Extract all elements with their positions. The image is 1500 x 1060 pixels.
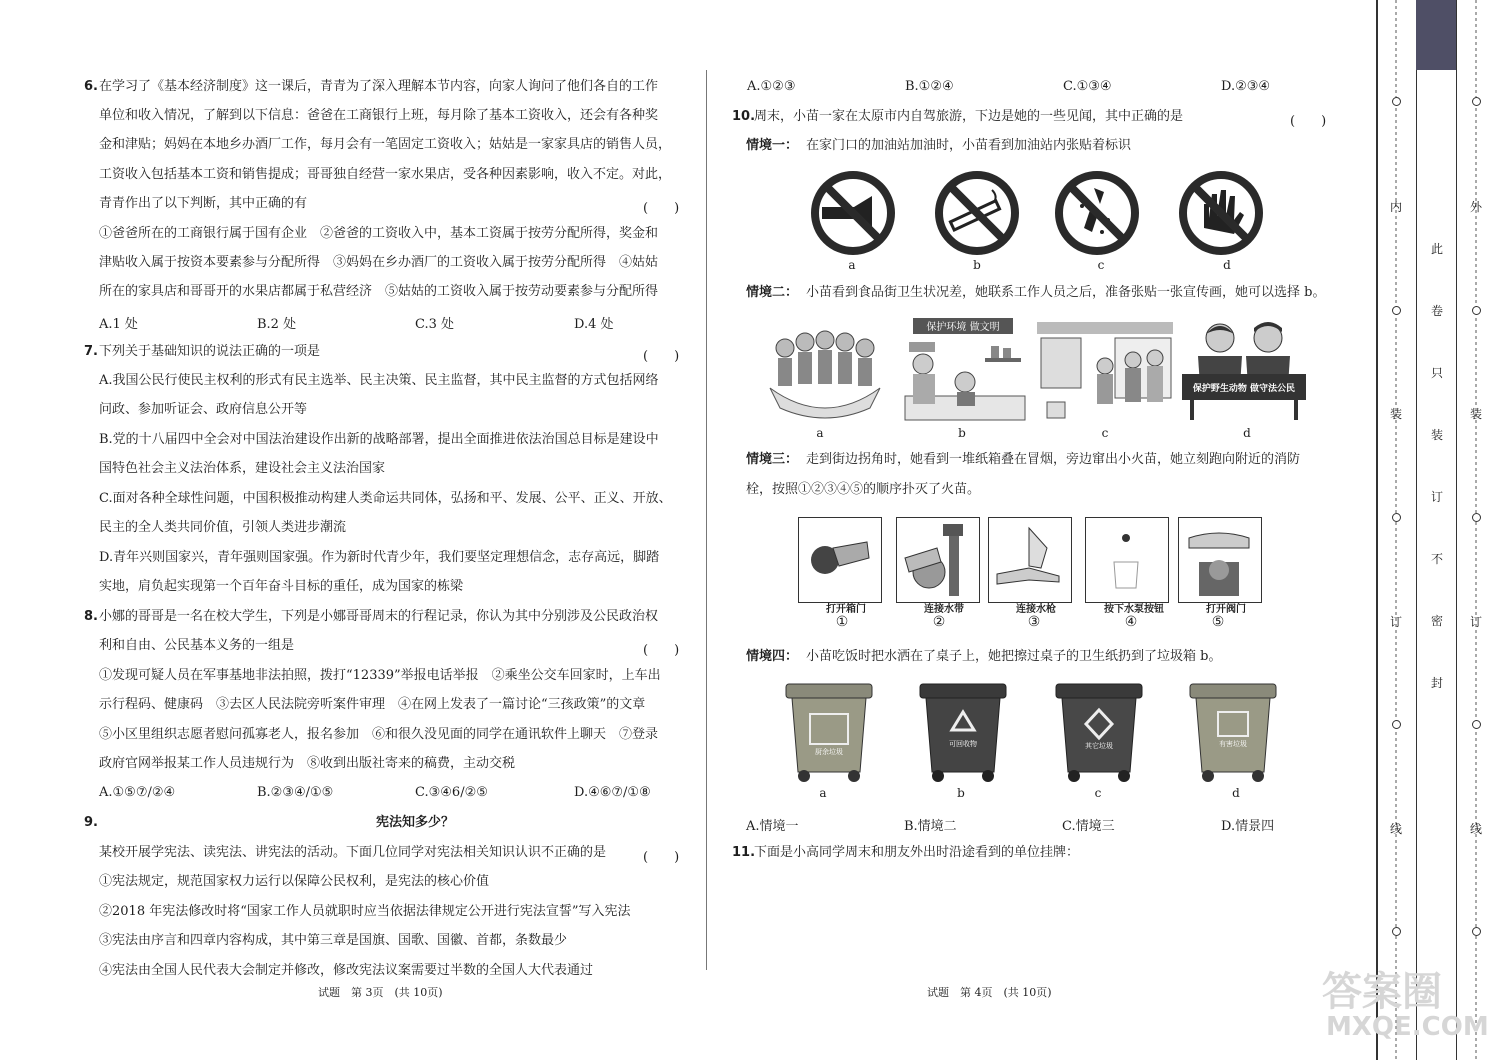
- q9-number: 9.: [84, 815, 98, 830]
- binding-hole-icon: [1392, 720, 1401, 729]
- outer-cut-line: [1470, 0, 1490, 1060]
- poster-b-banner: 保护环境 做文明: [926, 322, 1000, 333]
- hydrant-step-number: ②: [932, 614, 946, 630]
- poster-caption: b: [958, 426, 966, 440]
- hazardous-waste-bin-icon: [1186, 680, 1280, 784]
- binding-outer-char: 线: [1469, 822, 1482, 836]
- q10-answer-paren: ( ): [1290, 114, 1327, 129]
- binding-hole-icon: [1472, 927, 1481, 936]
- q10-option-a: A.情境一: [746, 819, 799, 834]
- q8-option-d: D.④⑥⑦/①⑧: [574, 785, 651, 800]
- q11-number: 11.: [732, 845, 756, 860]
- q8-option-b: B.②③④/①⑤: [257, 785, 334, 800]
- q9-answer-paren: ( ): [643, 850, 680, 865]
- binding-inner-char: 内: [1389, 200, 1402, 214]
- q6-number: 6.: [84, 79, 98, 94]
- q6-answer-paren: ( ): [643, 201, 680, 216]
- q6-line: 青青作出了以下判断，其中正确的有: [99, 196, 308, 211]
- q6-option-a: A.1 处: [99, 317, 138, 332]
- page-footer-left: 试题 第 3页 (共 10页): [318, 986, 443, 999]
- binding-hole-icon: [1472, 97, 1481, 106]
- no-touching-sign-icon: [1176, 170, 1266, 256]
- other-waste-bin-icon: [1052, 680, 1146, 784]
- bin-caption: b: [957, 786, 965, 800]
- binding-inner-char: 装: [1389, 407, 1402, 421]
- q9-option-c: C.①③④: [1063, 79, 1112, 94]
- hydrant-step-number: ④: [1124, 614, 1138, 630]
- binding-hole-icon: [1392, 927, 1401, 936]
- hydrant-step-label: 打开箱门: [826, 604, 866, 615]
- q10-stem: 周末，小苗一家在太原市内自驾旅游，下边是她的一些见闻，其中正确的是: [754, 109, 1184, 124]
- binding-hole-icon: [1392, 306, 1401, 315]
- q6-line: ①爸爸所在的工商银行属于国有企业 ②爸爸的工资收入中，基本工资属于按劳分配所得，奖金和: [99, 226, 659, 241]
- hydrant-step-label: 按下水泵按钮: [1104, 604, 1164, 615]
- poster-street-icon: [1035, 318, 1175, 424]
- sign-caption: b: [973, 258, 981, 272]
- q9-title: 宪法知多少？: [376, 815, 455, 830]
- binding-middle-char: 封: [1430, 676, 1443, 690]
- q6-option-b: B.2 处: [257, 317, 297, 332]
- hydrant-step-number: ③: [1027, 614, 1041, 630]
- q7-stem: 下列关于基础知识的说法正确的一项是: [99, 344, 321, 359]
- binding-hole-icon: [1472, 306, 1481, 315]
- bin-label: 有害垃圾: [1219, 740, 1247, 748]
- hydrant-step-open-box: [798, 517, 882, 603]
- q11-stem: 下面是小高同学周末和朋友外出时沿途看到的单位挂牌：: [754, 845, 1080, 860]
- poster-children-hands-icon: [760, 318, 890, 422]
- watermark-url: MXQE.COM: [1326, 1012, 1489, 1042]
- q8-number: 8.: [84, 609, 98, 624]
- no-smoking-sign-icon: [932, 170, 1022, 256]
- binding-outer-char: 订: [1469, 615, 1482, 629]
- binding-hole-icon: [1472, 513, 1481, 522]
- q7-line: C.面对各种全球性问题，中国积极推动构建人类命运共同体，弘扬和平、发展、公平、正义、开放、: [99, 491, 672, 506]
- inner-cut-line: [1390, 0, 1410, 1060]
- q7-line: A.我国公民行使民主权利的形式有民主选举、民主决策、民主监督，其中民主监督的方式包括网络: [99, 373, 659, 388]
- poster-wildlife-icon: [1180, 316, 1308, 424]
- q7-line: B.党的十八届四中全会对中国法治建设作出新的战略部署，提出全面推进依法治国总目标是建设中: [99, 432, 659, 447]
- binding-inner-char: 线: [1389, 822, 1402, 836]
- binding-middle-char: 装: [1430, 428, 1443, 442]
- q7-line: 民主的全人类共同价值，引领人类进步潮流: [99, 520, 347, 535]
- binding-middle-char: 卷: [1430, 304, 1443, 318]
- bin-caption: a: [819, 786, 827, 800]
- q10-option-b: B.情境二: [904, 819, 957, 834]
- scenario-4-label: 情境四：: [746, 649, 799, 664]
- binding-middle-char: 密: [1430, 614, 1443, 628]
- q10-option-d: D.情景四: [1221, 819, 1275, 834]
- q10-option-c: C.情境三: [1062, 819, 1115, 834]
- q8-line: 利和自由、公民基本义务的一组是: [99, 638, 295, 653]
- q9-line: ③宪法由序言和四章内容构成，其中第三章是国旗、国歌、国徽、首都，条数最少: [99, 933, 568, 948]
- bin-caption: d: [1232, 786, 1240, 800]
- hydrant-step-number: ⑤: [1211, 614, 1225, 630]
- q9-option-b: B.①②④: [905, 79, 954, 94]
- q9-stem: 某校开展学宪法、读宪法、讲宪法的活动。下面几位同学对宪法相关知识认识不正确的是: [99, 845, 607, 860]
- q6-line: 工资收入包括基本工资和销售提成；哥哥独自经营一家水果店，受各种因素影响，收入不定。对此，: [99, 167, 672, 182]
- q9-line: ④宪法由全国人民代表大会制定并修改，修改宪法议案需要过半数的全国人大代表通过: [99, 963, 594, 978]
- q6-line: 所在的家具店和哥哥开的水果店都属于私营经济 ⑤姑姑的工资收入属于按劳动要素参与分配所得: [99, 284, 659, 299]
- bin-label: 其它垃圾: [1085, 742, 1113, 750]
- hydrant-step-valve-box: [1178, 517, 1262, 603]
- scenario-3-line: 走到街边拐角时，她看到一堆纸箱叠在冒烟，旁边窜出小火苗，她立刻跑向附近的消防: [806, 452, 1301, 467]
- q8-line: ⑤小区里组织志愿者慰问孤寡老人，报名参加 ⑥和很久没见面的同学在通讯软件上聊天 ⑦登录: [99, 727, 659, 742]
- binding-hole-icon: [1392, 97, 1401, 106]
- q7-number: 7.: [84, 344, 98, 359]
- scenario-3-label: 情境三：: [746, 452, 799, 467]
- hydrant-step-label: 打开阀门: [1206, 604, 1246, 615]
- page-divider: [706, 70, 707, 970]
- q6-line: 单位和收入情况，了解到以下信息：爸爸在工商银行上班，每月除了基本工资收入，还会有各种奖: [99, 108, 659, 123]
- q8-option-c: C.③④6/②⑤: [415, 785, 488, 800]
- hydrant-step-pump-box: [1085, 517, 1169, 603]
- q7-line: 实地，肩负起实现第一个百年奋斗目标的重任，成为国家的栋梁: [99, 579, 464, 594]
- scenario-2-text: 小苗看到食品街卫生状况差，她联系工作人员之后，准备张贴一张宣传画，她可以选择 b。: [806, 285, 1326, 300]
- binding-dark-block: [1416, 0, 1456, 70]
- no-honking-sign-icon: [808, 170, 898, 256]
- q9-option-a: A.①②③: [747, 79, 796, 94]
- hydrant-step-nozzle-box: [988, 517, 1072, 603]
- q8-line: ①发现可疑人员在军事基地非法拍照，拨打“12339”举报电话举报 ②乘坐公交车回家时，上车出: [99, 668, 661, 683]
- q7-line: 国特色社会主义法治体系，建设社会主义法治国家: [99, 461, 386, 476]
- binding-outer-char: 外: [1469, 200, 1482, 214]
- bin-label: 厨余垃圾: [815, 748, 843, 756]
- recyclable-bin-icon: [916, 680, 1010, 784]
- q10-number: 10.: [732, 109, 756, 124]
- q6-line: 津贴收入属于按资本要素参与分配所得 ③妈妈在乡办酒厂的工资收入属于按劳分配所得 ④姑姑: [99, 255, 659, 270]
- q7-line: D.青年兴则国家兴，青年强则国家强。作为新时代青少年，我们要坚定理想信念，志存高远，脚踏: [99, 550, 660, 565]
- binding-line-inner: [1416, 0, 1417, 1060]
- no-fireworks-sign-icon: [1052, 170, 1142, 256]
- q6-option-d: D.4 处: [574, 317, 614, 332]
- q6-option-c: C.3 处: [415, 317, 455, 332]
- hydrant-step-label: 连接水枪: [1016, 604, 1056, 615]
- q8-line: 示行程码、健康码 ③去区人民法院旁听案件审理 ④在网上发表了一篇讨论“三孩政策”的文章: [99, 697, 646, 712]
- binding-hole-icon: [1392, 513, 1401, 522]
- poster-restaurant-icon: [895, 316, 1030, 424]
- binding-middle-char: 只: [1430, 366, 1443, 380]
- poster-caption: a: [816, 426, 824, 440]
- binding-hole-icon: [1472, 720, 1481, 729]
- scenario-1-text: 在家门口的加油站加油时，小苗看到加油站内张贴着标识: [806, 138, 1132, 153]
- binding-middle-char: 不: [1430, 552, 1443, 566]
- poster-d-banner: 保护野生动物 做守法公民: [1192, 384, 1296, 394]
- poster-caption: c: [1101, 426, 1109, 440]
- binding-line-outer: [1456, 0, 1457, 1060]
- sign-caption: a: [848, 258, 856, 272]
- q9-line: ②2018 年宪法修改时将“国家工作人员就职时应当依据法律规定公开进行宪法宣誓”写入宪法: [99, 904, 631, 919]
- sign-caption: c: [1097, 258, 1105, 272]
- scenario-1-label: 情境一：: [746, 138, 799, 153]
- bin-label: 可回收物: [949, 740, 977, 748]
- q8-option-a: A.①⑤⑦/②④: [99, 785, 176, 800]
- scenario-3-line: 栓，按照①②③④⑤的顺序扑灭了火苗。: [746, 482, 981, 497]
- q8-line: 小娜的哥哥是一名在校大学生，下列是小娜哥哥周末的行程记录，你认为其中分别涉及公民政治权: [99, 609, 659, 624]
- q8-line: 政府官网举报某工作人员违规行为 ⑧收到出版社寄来的稿费，主动交税: [99, 756, 516, 771]
- scenario-2-label: 情境二：: [746, 285, 799, 300]
- binding-middle-char: 订: [1430, 490, 1443, 504]
- sign-caption: d: [1223, 258, 1231, 272]
- hydrant-step-hose-box: [896, 517, 980, 603]
- kitchen-waste-bin-icon: [782, 680, 876, 784]
- q7-line: 问政、参加听证会、政府信息公开等: [99, 402, 308, 417]
- bin-caption: c: [1094, 786, 1102, 800]
- watermark-logo: 答案圈: [1322, 969, 1442, 1015]
- q9-line: ①宪法规定，规范国家权力运行以保障公民权利，是宪法的核心价值: [99, 874, 490, 889]
- q6-line: 在学习了《基本经济制度》这一课后，青青为了深入理解本节内容，向家人询问了他们各自的工作: [99, 79, 659, 94]
- binding-outer-char: 装: [1469, 407, 1482, 421]
- hydrant-step-label: 连接水带: [924, 604, 964, 615]
- binding-inner-char: 订: [1389, 615, 1402, 629]
- page-footer-right: 试题 第 4页 (共 10页): [927, 986, 1052, 999]
- q6-line: 金和津贴；妈妈在本地乡办酒厂工作，每月会有一笔固定工资收入；姑姑是一家家具店的销售人员，: [99, 137, 672, 152]
- q7-answer-paren: ( ): [643, 349, 680, 364]
- q9-option-d: D.②③④: [1221, 79, 1271, 94]
- binding-middle-char: 此: [1430, 242, 1443, 256]
- scenario-4-text: 小苗吃饭时把水洒在了桌子上，她把擦过桌子的卫生纸扔到了垃圾箱 b。: [806, 649, 1222, 664]
- q8-answer-paren: ( ): [643, 643, 680, 658]
- hydrant-step-number: ①: [835, 614, 849, 630]
- poster-caption: d: [1243, 426, 1251, 440]
